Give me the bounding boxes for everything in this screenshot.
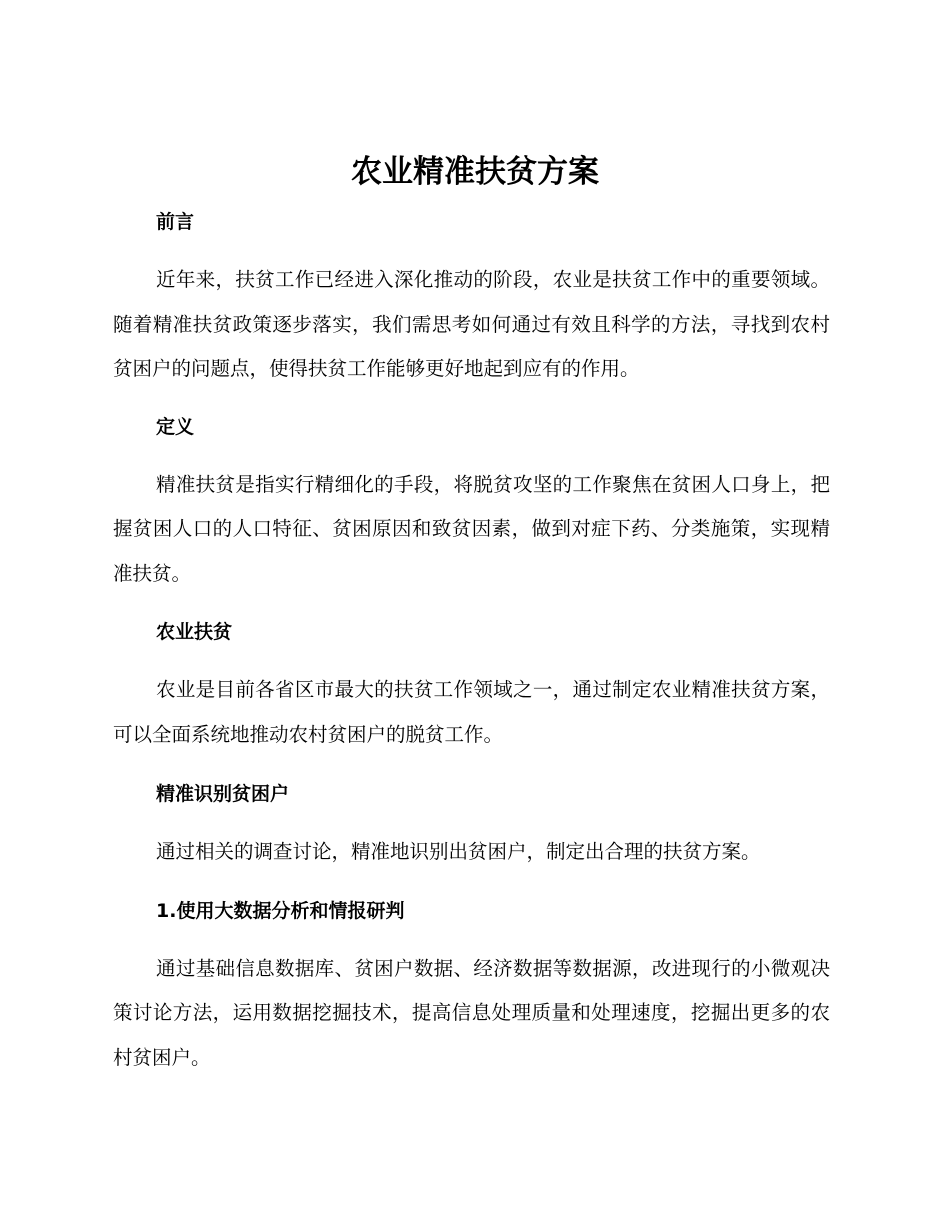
- section-paragraph: 近年来，扶贫工作已经进入深化推动的阶段，农业是扶贫工作中的重要领域。随着精准扶贫政策逐步落实，我们需思考如何通过有效且科学的方法，寻找到农村贫困户的问题点，使得扶贫工作能够更好地起到应有的作用。: [113, 268, 830, 380]
- section-heading: 定义: [156, 415, 195, 438]
- section-identify-poor-households: [113, 772, 830, 875]
- section-paragraph: 精准扶贫是指实行精细化的手段，将脱贫攻坚的工作聚焦在贫困人口身上，把握贫困人口的人口特征、贫困原因和致贫因素，做到对症下药、分类施策，实现精准扶贫。: [113, 472, 830, 585]
- section-paragraph: 通过基础信息数据库、贫困户数据、经济数据等数据源，改进现行的小微观决策讨论方法，运用数据挖掘技术，提高信息处理质量和处理速度，挖掘出更多的农村贫困户。: [113, 956, 830, 1069]
- section-heading: 1.使用大数据分析和情报研判: [156, 899, 405, 922]
- document-body: [113, 200, 830, 1080]
- section-big-data-analysis: [113, 889, 830, 1081]
- section-preface: [113, 200, 830, 392]
- section-heading: 农业扶贫: [156, 621, 233, 643]
- section-paragraph: 农业是目前各省区市最大的扶贫工作领域之一，通过制定农业精准扶贫方案，可以全面系统地推动农村贫困户的脱贫工作。: [113, 678, 830, 746]
- section-heading: 前言: [156, 211, 195, 233]
- section-paragraph: 通过相关的调查讨论，精准地识别出贫困户，制定出合理的扶贫方案。: [156, 840, 761, 863]
- section-agriculture-poverty-alleviation: [113, 610, 830, 757]
- document-title: 农业精准扶贫方案: [351, 154, 599, 190]
- section-heading: 精准识别贫困户: [156, 783, 290, 805]
- section-definition: [113, 405, 830, 597]
